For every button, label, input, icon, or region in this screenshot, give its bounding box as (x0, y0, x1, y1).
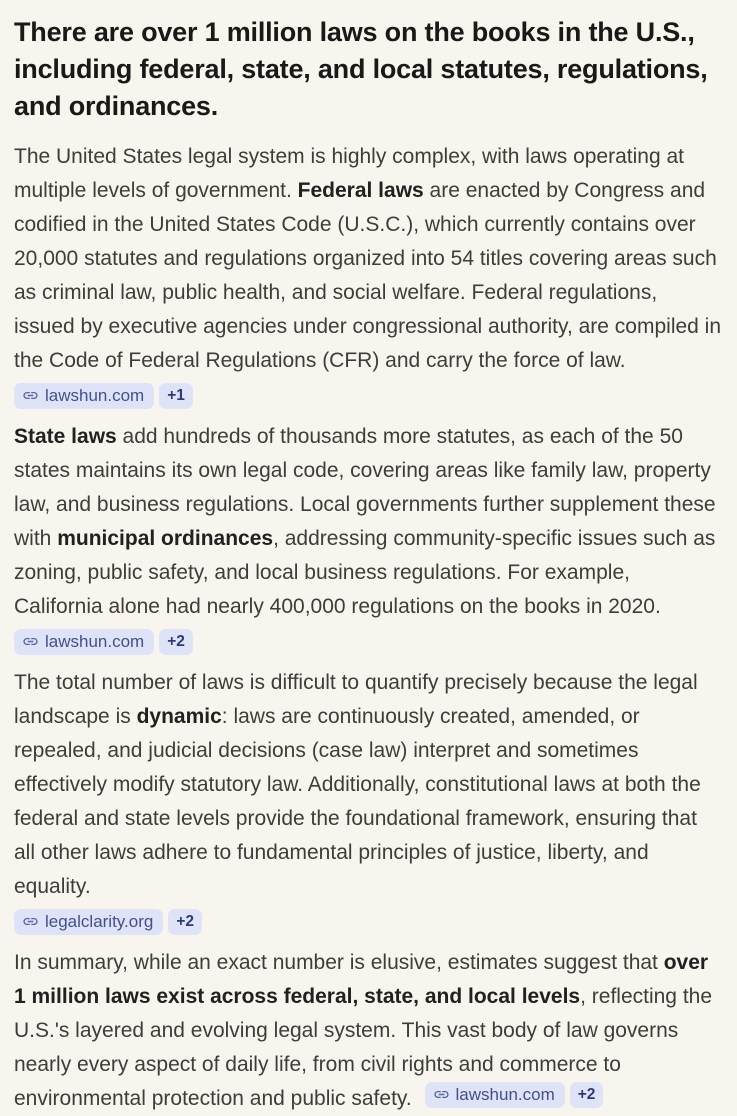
answer-paragraph (14, 140, 723, 378)
body-text: The total number of laws is difficult to quantify precisely because the legal landscape is (14, 671, 698, 728)
citation-source-pill[interactable] (14, 909, 163, 935)
body-text: In summary, while an exact number is elusive, estimates suggest that (14, 951, 664, 974)
citation-group (425, 1082, 604, 1108)
citation-domain-label: legalclarity.org (45, 912, 154, 931)
body-text: add hundreds of thousands more statutes, as each of the 50 states maintains its own legal code, covering areas like family law, property law, and business regulations. Local governments further supplement these with (14, 425, 716, 550)
citation-group (14, 909, 202, 935)
citation-row (14, 909, 723, 935)
citation-group (14, 383, 193, 409)
citation-row (14, 383, 723, 409)
citation-more-count[interactable]: +2 (168, 909, 202, 935)
bold-text: State laws (14, 425, 117, 448)
citation-domain-label: lawshun.com (455, 1085, 555, 1104)
body-text: are enacted by Congress and codified in the United States Code (U.S.C.), which currently contains over 20,000 statutes and regulations organized into 54 titles covering areas such as criminal law, public health, and social welfare. Federal regulations, issued by executive agencies under congressional authority, are compiled in the Code of Federal Regulations (CFR) and carry the force of law. (14, 179, 722, 372)
link-icon (22, 633, 39, 650)
citation-source-pill[interactable] (425, 1082, 565, 1108)
citation-source-pill[interactable] (14, 629, 154, 655)
bold-text: Federal laws (297, 179, 424, 202)
link-icon (433, 1086, 450, 1103)
citation-source-pill[interactable] (14, 383, 154, 409)
answer-paragraph (14, 666, 723, 904)
bold-text: municipal ordinances (57, 527, 274, 550)
answer-body (14, 140, 723, 1116)
citation-domain-label: lawshun.com (45, 386, 145, 405)
answer-paragraph (14, 946, 723, 1116)
link-icon (22, 387, 39, 404)
body-text: , addressing community-specific issues such as zoning, public safety, and local business regulations. For example, California alone had nearly 400,000 regulations on the books in 2020. (14, 527, 716, 618)
citation-row (14, 629, 723, 655)
citation-domain-label: lawshun.com (45, 632, 145, 651)
answer-heading: There are over 1 million laws on the books in the U.S., including federal, state, and local statutes, regulations, and ordinances. (14, 17, 708, 121)
body-text: The United States legal system is highly complex, with laws operating at multiple levels of government. (14, 145, 684, 202)
bold-text: dynamic (136, 705, 222, 728)
citation-more-count[interactable]: +2 (159, 629, 193, 655)
bold-text: over 1 million laws exist across federal, state, and local levels (14, 951, 709, 1008)
link-icon (22, 913, 39, 930)
body-text: , reflecting the U.S.'s layered and evolving legal system. This vast body of law governs nearly every aspect of daily life, from civil rights and commerce to environmental protection and public safety. (14, 985, 713, 1110)
body-text: : laws are continuously created, amended, or repealed, and judicial decisions (case law) interpret and sometimes effectively modify statutory law. Additionally, constitutional laws at both the federal and state levels provide the foundational framework, ensuring that all other laws adhere to fundamental principles of justice, liberty, and equality. (14, 705, 701, 898)
citation-more-count[interactable]: +1 (159, 383, 193, 409)
citation-more-count[interactable]: +2 (570, 1082, 604, 1108)
answer-paragraph (14, 420, 723, 624)
citation-group (14, 629, 193, 655)
